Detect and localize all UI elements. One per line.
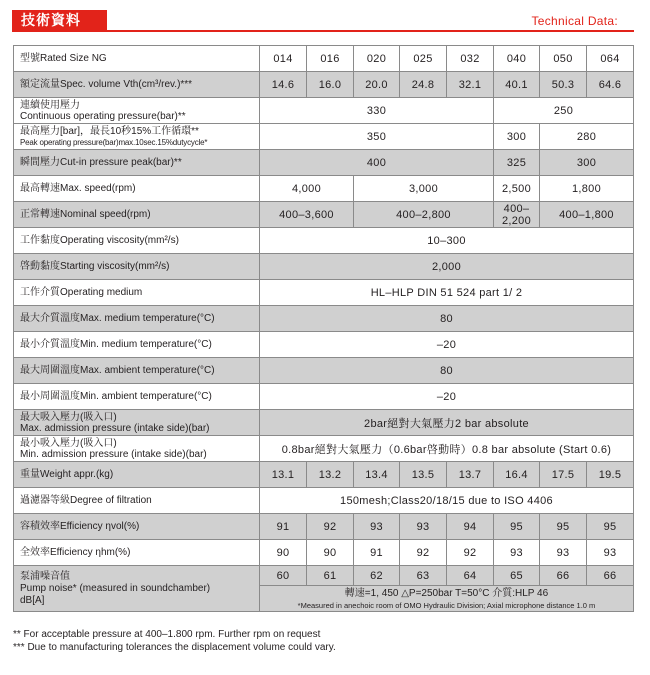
- row-min-admission-pressure: [14, 436, 634, 462]
- operating-medium-label: 工作介質Operating medium: [14, 280, 260, 306]
- cell-line: 400–: [503, 202, 530, 215]
- cell: 13.5: [400, 462, 447, 488]
- label-en: Max. admission pressure (intake side)(bar): [20, 422, 210, 434]
- peak-pressure-label: [14, 124, 260, 150]
- cell: 91: [354, 540, 400, 566]
- cell: 91: [260, 514, 307, 540]
- max-admission-label: [14, 410, 260, 436]
- cell: 66: [587, 566, 634, 586]
- row-max-speed: [14, 176, 634, 202]
- min-ambient-temp-label: 最小周圍溫度Min. ambient temperature(°C): [14, 384, 260, 410]
- min-medium-temp-label: 最小介質溫度Min. medium temperature(°C): [14, 332, 260, 358]
- cell: 92: [447, 540, 494, 566]
- cell: 3,000: [354, 176, 494, 202]
- cell: 400: [260, 150, 494, 176]
- row-filtration: [14, 488, 634, 514]
- cell: 95: [587, 514, 634, 540]
- cell: 24.8: [400, 72, 447, 98]
- max-speed-label: 最高轉速Max. speed(rpm): [14, 176, 260, 202]
- row-peak-pressure: [14, 124, 634, 150]
- cell-line: 2,200: [501, 214, 532, 227]
- cell: 325: [494, 150, 540, 176]
- cell: 90: [307, 540, 354, 566]
- cell: 94: [447, 514, 494, 540]
- row-max-admission-pressure: [14, 410, 634, 436]
- cell: 92: [307, 514, 354, 540]
- nominal-speed-label: 正常轉速Nominal speed(rpm): [14, 202, 260, 228]
- label-zh: 最大吸入壓力(吸入口): [20, 411, 117, 423]
- efficiency-hm-label: 全效率Efficiency ηhm(%): [14, 540, 260, 566]
- cell: 65: [494, 566, 540, 586]
- label-en: Min. admission pressure (intake side)(bar): [20, 448, 207, 460]
- footnote-2: *** Due to manufacturing tolerances the displacement volume could vary.: [13, 642, 336, 653]
- spec-volume-label: 額定流量Spec. volume Vth(cm³/rev.)***: [14, 72, 260, 98]
- cell: [494, 202, 540, 228]
- cell: 14.6: [260, 72, 307, 98]
- header-divider: [12, 30, 634, 32]
- cell: 400–3,600: [260, 202, 354, 228]
- cell: 62: [354, 566, 400, 586]
- cell: 250: [494, 98, 634, 124]
- cell: 2bar絕對大氣壓力2 bar absolute: [260, 410, 634, 436]
- cell: 80: [260, 306, 634, 332]
- row-operating-medium: [14, 280, 634, 306]
- cell: 63: [400, 566, 447, 586]
- row-operating-viscosity: [14, 228, 634, 254]
- cell: 66: [540, 566, 587, 586]
- max-ambient-temp-label: 最大周圍溫度Max. ambient temperature(°C): [14, 358, 260, 384]
- cell: 16.4: [494, 462, 540, 488]
- row-max-ambient-temp: [14, 358, 634, 384]
- cell: 2,000: [260, 254, 634, 280]
- operating-viscosity-label: 工作黏度Operating viscosity(mm²/s): [14, 228, 260, 254]
- cell: 64.6: [587, 72, 634, 98]
- cell: 13.7: [447, 462, 494, 488]
- label-zh: 泵浦噪音值: [20, 570, 70, 582]
- max-medium-temp-label: 最大介質溫度Max. medium temperature(°C): [14, 306, 260, 332]
- cell: 19.5: [587, 462, 634, 488]
- row-cut-in-pressure: [14, 150, 634, 176]
- cell: 93: [354, 514, 400, 540]
- cell: 92: [400, 540, 447, 566]
- section-title-zh: 技術資料: [12, 10, 107, 30]
- cell: 016: [307, 46, 354, 72]
- noise-conditions-cell: [260, 586, 634, 612]
- cell: 93: [587, 540, 634, 566]
- row-nominal-speed: [14, 202, 634, 228]
- cell: 32.1: [447, 72, 494, 98]
- cut-in-label: 瞬間壓力Cut-in pressure peak(bar)**: [14, 150, 260, 176]
- cell: 0.8bar絕對大氣壓力（0.6bar啓動時）0.8 bar absolute (Start 0.6): [260, 436, 634, 462]
- cell: 330: [260, 98, 494, 124]
- footnotes: [13, 628, 336, 654]
- noise-conditions: 轉速=1, 450 △P=250bar T=50°C 介質:HLP 46: [344, 587, 549, 599]
- row-min-medium-temp: [14, 332, 634, 358]
- cell: 61: [307, 566, 354, 586]
- cell: 80: [260, 358, 634, 384]
- cell: 13.4: [354, 462, 400, 488]
- cell: 300: [540, 150, 634, 176]
- label-zh: 最小吸入壓力(吸入口): [20, 437, 117, 449]
- cell: 17.5: [540, 462, 587, 488]
- cell: 95: [494, 514, 540, 540]
- cell: 10–300: [260, 228, 634, 254]
- row-weight: [14, 462, 634, 488]
- row-continuous-pressure: [14, 98, 634, 124]
- label-zh: 最高壓力[bar]，最長10秒15%工作循環**: [20, 125, 199, 137]
- cell: –20: [260, 332, 634, 358]
- label-zh: 連續使用壓力: [20, 99, 80, 111]
- cell: 16.0: [307, 72, 354, 98]
- cell: 050: [540, 46, 587, 72]
- row-starting-viscosity: [14, 254, 634, 280]
- cell: 1,800: [540, 176, 634, 202]
- cell: 60: [260, 566, 307, 586]
- cell: 20.0: [354, 72, 400, 98]
- cell: 93: [540, 540, 587, 566]
- label-en: Pump noise* (measured in soundchamber): [20, 582, 211, 594]
- row-min-ambient-temp: [14, 384, 634, 410]
- cell: 150mesh;Class20/18/15 due to ISO 4406: [260, 488, 634, 514]
- continuous-pressure-label: [14, 98, 260, 124]
- cell: 032: [447, 46, 494, 72]
- cell: 025: [400, 46, 447, 72]
- efficiency-vol-label: 容積效率Efficiency ηvol(%): [14, 514, 260, 540]
- pump-noise-label: [14, 566, 260, 612]
- cell: 2,500: [494, 176, 540, 202]
- cell: 064: [587, 46, 634, 72]
- cell: 64: [447, 566, 494, 586]
- row-efficiency-hm: [14, 540, 634, 566]
- cell: HL–HLP DIN 51 524 part 1/ 2: [260, 280, 634, 306]
- cell: 13.1: [260, 462, 307, 488]
- cell: 93: [400, 514, 447, 540]
- row-efficiency-vol: [14, 514, 634, 540]
- cell: 13.2: [307, 462, 354, 488]
- footnote-1: ** For acceptable pressure at 400–1.800 rpm. Further rpm on request: [13, 629, 321, 640]
- cell: 400–1,800: [540, 202, 634, 228]
- row-max-medium-temp: [14, 306, 634, 332]
- row-rated-size: [14, 46, 634, 72]
- cell: 95: [540, 514, 587, 540]
- cell: 350: [260, 124, 494, 150]
- cell: –20: [260, 384, 634, 410]
- cell: 50.3: [540, 72, 587, 98]
- min-admission-label: [14, 436, 260, 462]
- noise-note: *Measured in anechoic room of OMO Hydraulic Division; Axial microphone distance 1.0 m: [297, 600, 596, 610]
- rated-size-label: 型號Rated Size NG: [14, 46, 260, 72]
- cell: 300: [494, 124, 540, 150]
- section-title-en: Technical Data:: [531, 14, 618, 28]
- label-en: Continuous operating pressure(bar)**: [20, 110, 186, 122]
- row-spec-volume: [14, 72, 634, 98]
- cell: 014: [260, 46, 307, 72]
- cell: 4,000: [260, 176, 354, 202]
- cell: 020: [354, 46, 400, 72]
- technical-data-table: [13, 45, 634, 612]
- cell: 40.1: [494, 72, 540, 98]
- row-pump-noise: [14, 566, 634, 586]
- cell: 400–2,800: [354, 202, 494, 228]
- filtration-label: 過濾器等級Degree of filtration: [14, 488, 260, 514]
- weight-label: 重量Weight appr.(kg): [14, 462, 260, 488]
- cell: 280: [540, 124, 634, 150]
- label-unit: dB[A]: [20, 594, 45, 606]
- cell: 93: [494, 540, 540, 566]
- cell: 90: [260, 540, 307, 566]
- cell: 040: [494, 46, 540, 72]
- label-en: Peak operating pressure(bar)max.10sec.15%dutycycle*: [20, 137, 208, 147]
- starting-viscosity-label: 啓動黏度Starting viscosity(mm²/s): [14, 254, 260, 280]
